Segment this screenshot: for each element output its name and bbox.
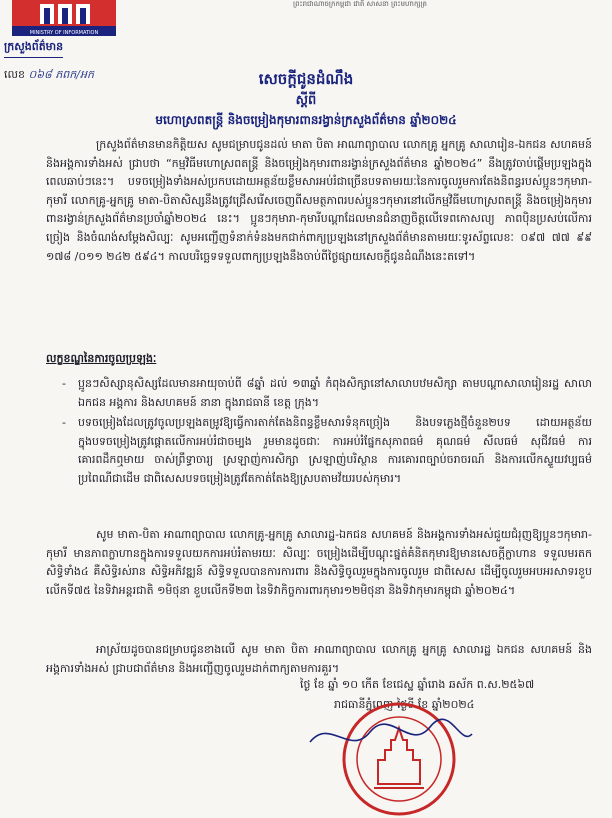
- document-subtitle: ស្ដីពី: [295, 93, 317, 108]
- signature-icon: [300, 712, 480, 762]
- conditions-heading: លក្ខខណ្ឌនៃការចូលប្រឡងៈ: [46, 352, 157, 365]
- body-paragraph-1: ក្រសួងព័ត៌មានមានកិត្តិយស សូមជម្រាបជូនដល់ មាតា បិតា អាណាព្យាបាល លោកគ្រូ អ្នកគ្រូ សាលារៀន-ឯកជន សហគមន៍ និងអង្គការទាំងអស់ ជ្រាបថា “កម្មវិធីមហោស្រពតន្ត្រី និងចម្រៀងកុមារពានរង្វាន់ក្រសួងព័ត៌មាន ឆ្នាំ២០២៤” នឹងត្រូវចាប់ផ្ដើមប្រឡងក្នុងពេលឆាប់ៗនេះ។ បទចម្រៀងទាំងអស់ប្រកបដោយអត្ថន័យខ្លឹមសារអប់រំជាច្រើនបទតាមរយៈនៃការចូលរួមការតែងនិពន្ធរបស់ប្អូនៗកុមារា-កុមារី លោកគ្រូ-អ្នកគ្រូ មាតា-បិតាសិស្សនឹងត្រូវជ្រើសរើសចេញពីសមត្ថភាពរបស់ប្អូនៗកុមារនៅលើកម្មវិធីមហោស្រពតន្ត្រី និងចម្រៀងកុមារពានរង្វាន់ក្រសួងព័ត៌មានប្រចាំឆ្នាំ២០២៤ នេះ។ ប្អូនៗកុមារា-កុមារីបណ្ដាដែលមានជំនាញចិត្តលើទេពកោសល្យ ភាពប៉ិនប្រសប់លើការច្រៀង និងចំណង់សម្ដែងសិល្បៈ សូមអញ្ជើញទំនាក់ទំនងមកជាក់ពាក្យប្រឡងនៅក្រសួងព័ត៌មានតាមរយៈទូរស័ព្ទលេខៈ ០៩៧ ៧៧ ៩៩ ១៧៨ /០១១ ២៤២ ៥៩៤។ កាលបរិច្ឆេទទទួលពាក្យប្រឡងនឹងចាប់ពីថ្ងៃផ្សាយសេចក្ដីជូនដំណឹងនេះតទៅ។: [46, 138, 592, 263]
- kingdom-header: ព្រះរាជាណាចក្រកម្ពុជា ជាតិ សាសនា ព្រះមហាក្សត្រ: [293, 0, 427, 8]
- place-date-line: រាជធានីភ្នំពេញ ថ្ងៃទី ខែ ឆ្នាំ២០២៤: [334, 698, 475, 711]
- reference-value: ០៦៨ ភពក/អក: [28, 68, 94, 81]
- condition-item-2: - បទចម្រៀងដែលត្រូវចូលប្រឡងតម្រូវឱ្យធ្វើការតាក់តែងនិពន្ធខ្លឹមសារទំនុកច្រៀង និងបទភ្លេងថ្មីចំនួន២បទ ដោយអត្ថន័យក្នុងបទចម្រៀងត្រូវផ្ដោតលើការអប់រំជាចម្បង រួមមានដូចជាៈ ការអប់រំផ្នែកសុភាពធម៌ គុណធម៌ សីលធម៌ សុជីវធម៌ ការគោរពដឹកឮមាយ ចាស់ព្រឹទ្ធាចារ្យ ស្រឡាញ់ការសិក្សា ស្រឡាញ់បរិស្ថាន ការគោរពច្បាប់ចរាចរណ៍ និងការលើកស្ទួយវប្បធម៌ប្រពៃណីជាដើម ជាពិសេសបទចម្រៀងត្រូវតែកាត់តែងឱ្យស្របតាមវ័យរបស់កុមារ។: [60, 414, 592, 488]
- body-paragraph-2: សូម មាតា-បិតា អាណាព្យាបាល លោកគ្រូ-អ្នកគ្រូ សាលារដ្ឋ-ឯកជន សហគមន៍ និងអង្គការទាំងអស់ជួយជំរុញឱ្យប្អូនៗកុមារា-កុមារី មានភាពក្លាហានក្នុងការទទួលយកការអប់រំតាមរយៈ សិល្បៈ ចម្រៀងដើម្បីបណ្ដុះផ្នត់គំនិតកុមារឱ្យមានសេចក្ដីក្លាហាន ទទួលមរតកសិទ្ធិទាំង៤ គឺសិទ្ធិរស់រាន សិទ្ធិអភិវឌ្ឍន៍ សិទ្ធិទទួលបានការការពារ និងសិទ្ធិចូលរួមក្នុងការចូលរួម ជាពិសេស ដើម្បីចូលរួមអបអរសាទរខួបលើកទី៧៥ នៃទិវាអន្តរជាតិ ១មិថុនា ខួបលើកទី២៣ នៃទិវាកិច្ចការពារកុមារ១២មិថុនា និងទិវាកុមារកម្ពុជា ឆ្នាំ២០២៤។: [46, 528, 592, 597]
- reference-prefix: លេខ: [4, 68, 25, 81]
- document-topic: មហោស្រពតន្ត្រី និងចម្រៀងកុមារពានរង្វាន់ក្រសួងព័ត៌មាន ឆ្នាំ២០២៤: [155, 113, 457, 127]
- condition-item-1: - ប្អូនៗសិស្សានុសិស្សដែលមានអាយុចាប់ពី ៨ឆ្នាំ ដល់ ១៣ឆ្នាំ កំពុងសិក្សានៅសាលាបឋមសិក្សា តាមបណ្ដាសាលារៀនរដ្ឋ សាលាឯកជន អង្គការ និងសហគមន៍ នានា ក្នុងរាជធានី ខេត្ត ក្រុង។: [60, 375, 592, 412]
- body-paragraph-3: អាស្រ័យដូចបានជម្រាបជូនខាងលើ សូម មាតា បិតា អាណាព្យាបាល លោកគ្រូ អ្នកគ្រូ សាលារដ្ឋ ឯកជន សហគមន៍ និងអង្គការទាំងអស់ ជ្រាបជាព័ត៌មាន និងអញ្ជើញចូលរួមដាក់ពាក្យតាមការគួរ។: [46, 643, 592, 675]
- ministry-logo: [4, 0, 124, 38]
- lunar-date-line: ថ្ងៃ ខែ ឆ្នាំ ១០ កើត ខែជេស្ឋ ឆ្នាំរោង ឆស័ក ព.ស.២៥៦៧: [300, 678, 535, 691]
- signature: [300, 712, 480, 762]
- ministry-name: ក្រសួងព័ត៌មាន: [4, 40, 63, 58]
- document-title: សេចក្ដីជូនដំណឹង: [258, 70, 354, 88]
- logo-label: MINISTRY OF INFORMATION: [29, 30, 99, 36]
- ministry-logo-icon: [4, 0, 124, 38]
